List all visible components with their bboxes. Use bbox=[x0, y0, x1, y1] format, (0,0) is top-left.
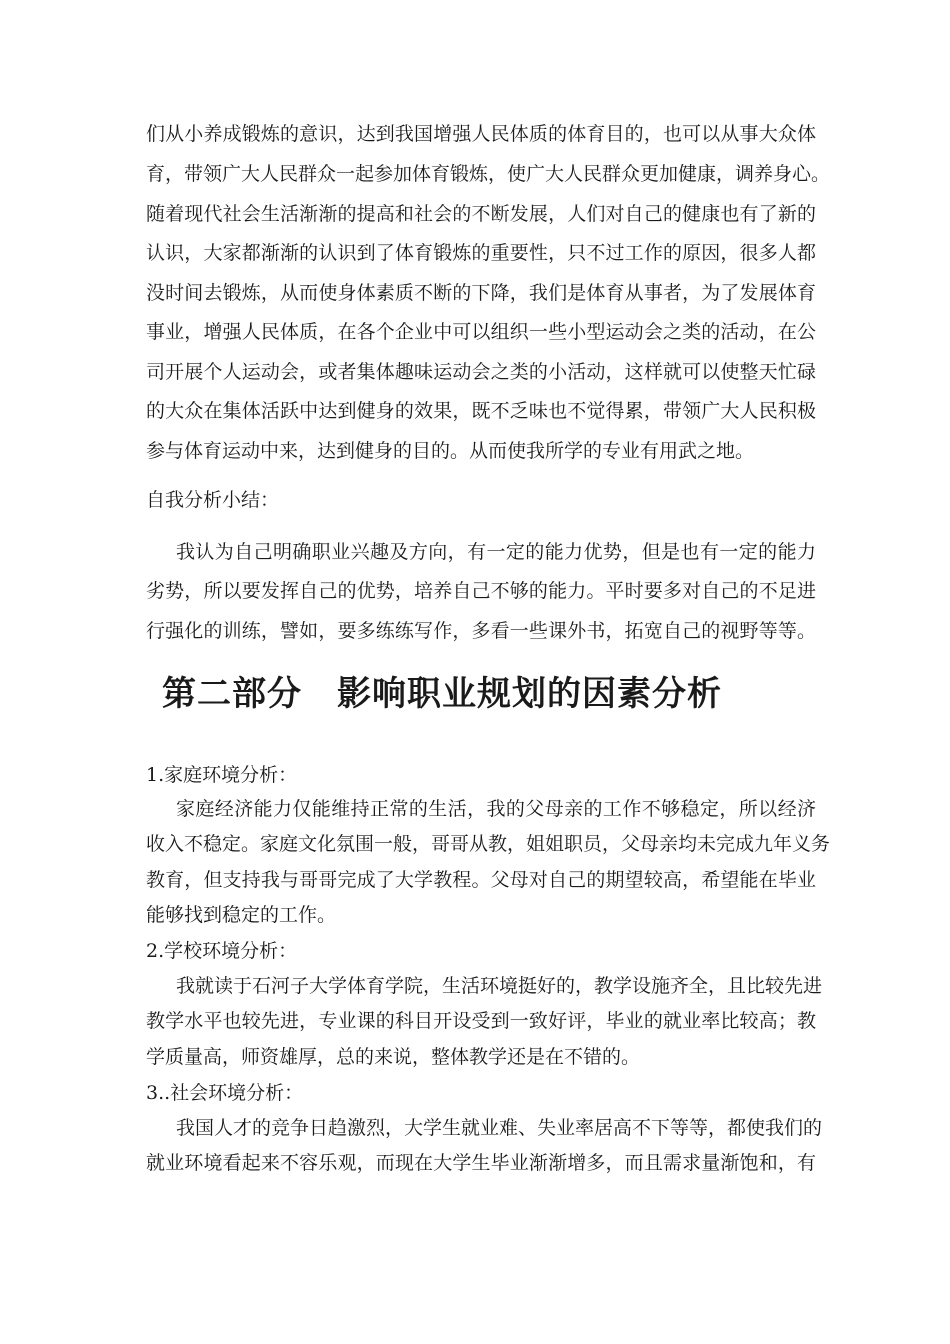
body-line: 事业，增强人民体质，在各个企业中可以组织一些小型运动会之类的活动，在公 bbox=[146, 321, 816, 343]
body-line: 参与体育运动中来，达到健身的目的。从而使我所学的专业有用武之地。 bbox=[146, 440, 755, 462]
summary-line: 行强化的训练，譬如，要多练练写作，多看一些课外书，拓宽自己的视野等等。 bbox=[146, 620, 816, 642]
society-line: 我国人才的竞争日趋激烈，大学生就业难、失业率居高不下等等，都使我们的 bbox=[176, 1117, 823, 1139]
school-line: 学质量高，师资雄厚，总的来说，整体教学还是在不错的。 bbox=[146, 1046, 641, 1068]
summary-label: 自我分析小结： bbox=[146, 489, 280, 511]
section-heading: 第二部分 影响职业规划的因素分析 bbox=[162, 674, 722, 714]
school-line: 我就读于石河子大学体育学院，生活环境挺好的，教学设施齐全，且比较先进 bbox=[176, 975, 823, 997]
family-line: 家庭经济能力仅能维持正常的生活，我的父母亲的工作不够稳定，所以经济 bbox=[176, 798, 816, 820]
school-line: 教学水平也较先进，专业课的科目开设受到一致好评，毕业的就业率比较高；教 bbox=[146, 1010, 816, 1032]
body-line: 们从小养成锻炼的意识，达到我国增强人民体质的体育目的，也可以从事大众体 bbox=[146, 123, 816, 145]
body-line: 没时间去锻炼，从而使身体素质不断的下降，我们是体育从事者，为了发展体育 bbox=[146, 282, 816, 304]
society-line: 就业环境看起来不容乐观，而现在大学生毕业渐渐增多，而且需求量渐饱和，有 bbox=[146, 1152, 816, 1174]
body-line: 随着现代社会生活渐渐的提高和社会的不断发展，人们对自己的健康也有了新的 bbox=[146, 203, 816, 225]
school-label: 2.学校环境分析： bbox=[146, 940, 298, 962]
family-line: 教育，但支持我与哥哥完成了大学教程。父母对自己的期望较高，希望能在毕业 bbox=[146, 869, 816, 891]
family-line: 能够找到稳定的工作。 bbox=[146, 904, 337, 926]
body-line: 司开展个人运动会，或者集体趣味运动会之类的小活动，这样就可以使整天忙碌 bbox=[146, 361, 816, 383]
body-line: 认识，大家都渐渐的认识到了体育锻炼的重要性，只不过工作的原因，很多人都 bbox=[146, 242, 816, 264]
summary-line: 我认为自己明确职业兴趣及方向，有一定的能力优势，但是也有一定的能力 bbox=[176, 541, 816, 563]
body-line: 育，带领广大人民群众一起参加体育锻炼，使广大人民群众更加健康，调养身心。 bbox=[146, 163, 831, 185]
body-line: 的大众在集体活跃中达到健身的效果，既不乏味也不觉得累，带领广大人民积极 bbox=[146, 400, 816, 422]
family-line: 收入不稳定。家庭文化氛围一般，哥哥从教，姐姐职员，父母亲均未完成九年义务 bbox=[146, 833, 831, 855]
summary-line: 劣势，所以要发挥自己的优势，培养自己不够的能力。平时要多对自己的不足进 bbox=[146, 580, 816, 602]
society-label: 3..社会环境分析： bbox=[146, 1082, 304, 1104]
family-label: 1.家庭环境分析： bbox=[146, 764, 298, 786]
